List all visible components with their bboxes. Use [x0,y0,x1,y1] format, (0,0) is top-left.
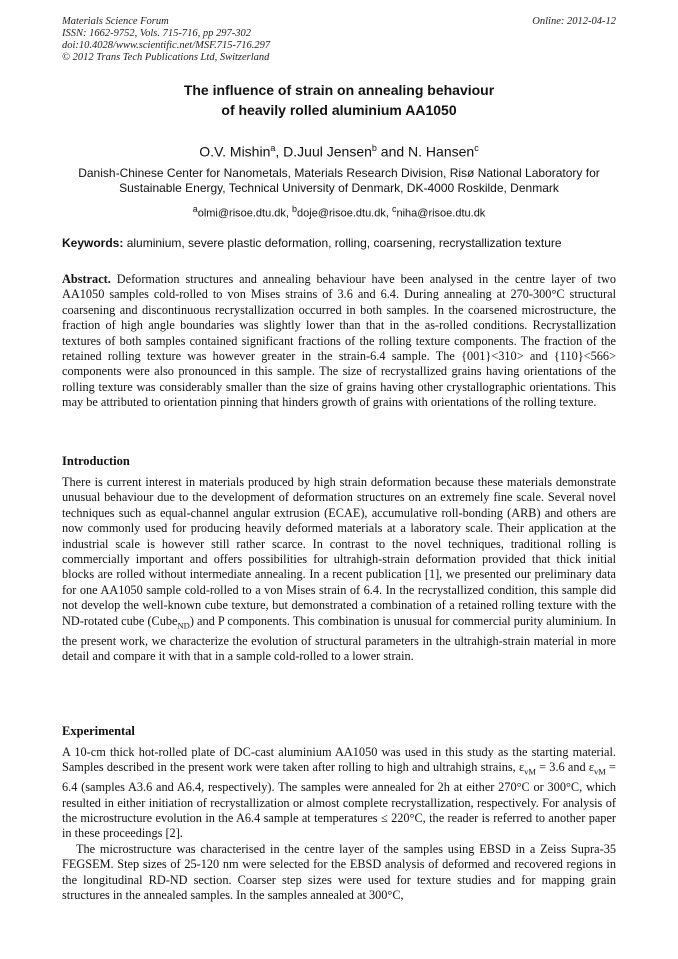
email-sup-a: a [192,204,198,214]
exp-text-c: = 6.4 (samples A3.6 and A6.4, respectively). The samples were annealed for 2h at either 270°C or 300°C, which resulted in either initiation of recrystallization or almost complete recrystallization, respectively. For analysis of the microstructure evolution in the A6.4 sample at temperatures ≤ 220°C, the reader is referred to another paper in these proceedings [2]. [62,760,616,841]
keywords-label: Keywords: [62,236,124,250]
author-separator: , [275,143,284,160]
paper-title-line-2: of heavily rolled aluminium AA1050 [221,102,457,118]
author-sup-a: a [270,143,276,153]
abstract [62,272,616,411]
vm-subscript: vM [524,766,536,777]
intro-text-part-2: ) and P components. This combination is unusual for commercial purity aluminium. In the present work, we characterize the evolution of structural parameters in the ultrahigh-strain material in more detail and compare it with that in a sample cold-rolled to a lower strain. [62,613,616,663]
author-mishin: O.V. Mishin [199,143,271,160]
author-sup-c: c [474,143,479,153]
paper-title-line-1: The influence of strain on annealing behaviour [183,82,495,98]
email-sup-b: b [292,204,298,214]
author-separator: and [376,143,409,160]
vm-subscript: vM [594,766,606,777]
email-b: doje@risoe.dtu.dk, [297,207,392,220]
email-a: olmi@risoe.dtu.dk, [197,207,293,220]
keywords-text: aluminium, severe plastic deformation, rolling, coarsening, recrystallization texture [123,236,562,250]
exp-text-b: = 3.6 and ε [535,760,595,775]
experimental-heading: Experimental [62,724,135,738]
email-c: niha@risoe.dtu.dk [396,207,486,220]
doi-line: doi:10.4028/www.scientific.net/MSF.715-716.297 [62,40,271,51]
journal-name: Materials Science Forum [62,16,169,27]
exp-text-a: A 10-cm thick hot-rolled plate of DC-cast aluminium AA1050 was used in this study as the starting material. Samples described in the present work were taken after rolling to high and ultrahigh strains, ε [62,745,616,775]
intro-text-part-1: There is current interest in materials produced by high strain deformation because these materials demonstrate unusual behaviour due to the development of deformation structures on an extremely fine scale. Several novel techniques such as equal-channel angular extrusion (ECAE), accumulative roll-bonding (ARB) and others are now commonly used for producing heavily deformed materials at a laboratory scale. Their application at the industrial scale is however still rather scarce. In contrast to the novel techniques, traditional rolling is commercially important and offers possibilities for ultrahigh-strain deformation provided that thick initial blocks are rolled without intermediate annealing. In a recent publication [1], we presented our preliminary data for one AA1050 sample cold-rolled to a von Mises strain of 6.4. In the recrystallized condition, this sample did not develop the well-known cube texture, but demonstrated a combination of a retained rolling texture with the ND-rotated cube (Cube [62,475,616,628]
affiliation: Danish-Chinese Center for Nanometals, Materials Research Division, Risø National Laboratory for Sustainable Energy, Technical University of Denmark, DK-4000 Roskilde, Denmark [78,166,600,195]
introduction-heading: Introduction [62,454,130,468]
abstract-label: Abstract. [62,272,111,286]
email-list [40,202,638,221]
cube-nd-subscript: ND [177,620,190,631]
keywords [62,236,616,251]
author-sup-b: b [371,143,377,153]
author-hansen: N. Hansen [408,143,475,160]
experimental-body [62,745,616,904]
online-date: Online: 2012-04-12 [532,16,616,27]
introduction-body [62,475,616,664]
issn-line: ISSN: 1662-9752, Vols. 715-716, pp 297-302 [62,28,251,39]
email-sup-c: c [391,204,397,214]
author-list [40,139,638,161]
author-jensen: D.Juul Jensen [283,143,372,160]
journal-header [62,16,270,64]
exp-paragraph-2: The microstructure was characterised in the centre layer of the samples using EBSD in a Zeiss Supra-35 FEGSEM. Step sizes of 25-120 nm were selected for the EBSD analysis of deformed and recovered regions in the longitudinal RD-ND section. Coarser step sizes were used for texture studies and for mapping grain structures in the annealed samples. In the samples annealed at 300°C, [62,841,616,903]
copyright-line: © 2012 Trans Tech Publications Ltd, Switzerland [62,52,270,63]
abstract-text: Deformation structures and annealing behaviour have been analysed in the centre layer of two AA1050 samples cold-rolled to von Mises strains of 3.6 and 6.4. During annealing at 270-300°C structural coarsening and discontinuous recrystallization occurred in both samples. In the coarsened microstructure, the fraction of high angle boundaries was slightly lower than that in the as-rolled conditions. Recrystallization textures of both samples contained significant fractions of the rolling texture components. The fraction of the retained rolling texture was however greater in the strain-6.4 sample. The {001}<310> and {110}<566> components were also pronounced in this sample. The size of recrystallized grains having orientations of the rolling texture was considerably smaller than the size of grains having other crystallographic orientations. This may be attributed to orientation pinning that hinders growth of grains with orientations of the rolling texture. [62,272,616,410]
